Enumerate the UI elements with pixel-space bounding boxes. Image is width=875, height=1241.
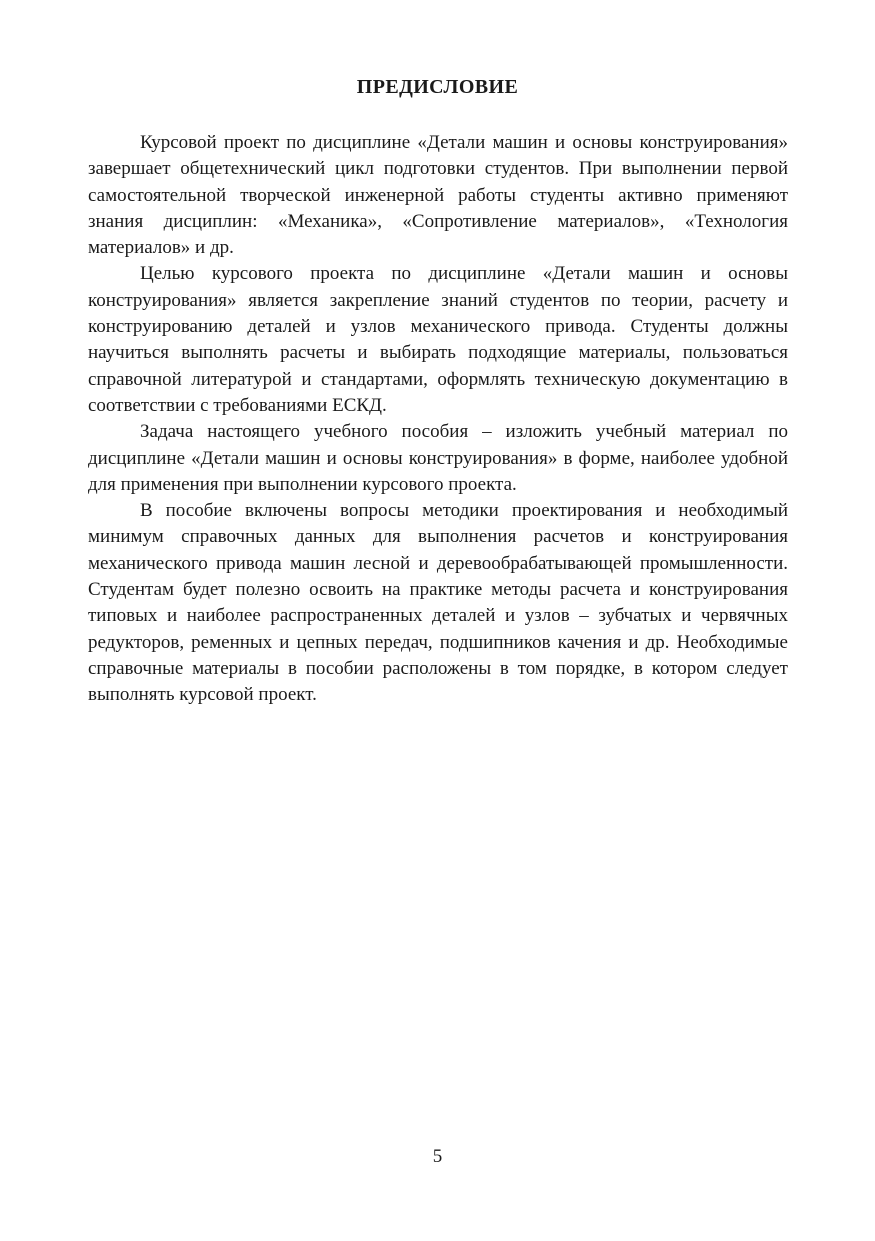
- paragraph-2: Целью курсового проекта по дисциплине «Детали машин и основы конструирования» является закрепление знаний студентов по теории, расчету и конструированию деталей и узлов механического привода. Студенты должны научиться выполнять расчеты и выбирать подходящие материалы, пользоваться справочной литературой и стандартами, оформлять техническую документацию в соответствии с требованиями ЕСКД.: [88, 263, 788, 416]
- page-title: ПРЕДИСЛОВИЕ: [356, 76, 519, 98]
- paragraph-4: В пособие включены вопросы методики проектирования и необходимый минимум справочных данных для выполнения расчетов и конструирования механического привода машин лесной и деревообрабатывающей промышленности. Студентам будет полезно освоить на практике методы расчета и конструирования типовых и наиболее распространенных деталей и узлов – зубчатых и червячных редукторов, ременных и цепных передач, подшипников качения и др. Необходимые справочные материалы в пособии расположены в том порядке, в котором следует выполнять курсовой проект.: [88, 500, 788, 706]
- page-number: 5: [432, 1146, 443, 1167]
- paragraph-3: Задача настоящего учебного пособия – изложить учебный материал по дисциплине «Детали машин и основы конструирования» в форме, наиболее удобной для применения при выполнении курсового проекта.: [88, 421, 788, 495]
- paragraph-1: Курсовой проект по дисциплине «Детали машин и основы конструирования» завершает общетехнический цикл подготовки студентов. При выполнении первой самостоятельной творческой инженерной работы студенты активно применяют знания дисциплин: «Механика», «Сопротивление материалов», «Технология материалов» и др.: [88, 132, 788, 259]
- body-text: [88, 130, 788, 709]
